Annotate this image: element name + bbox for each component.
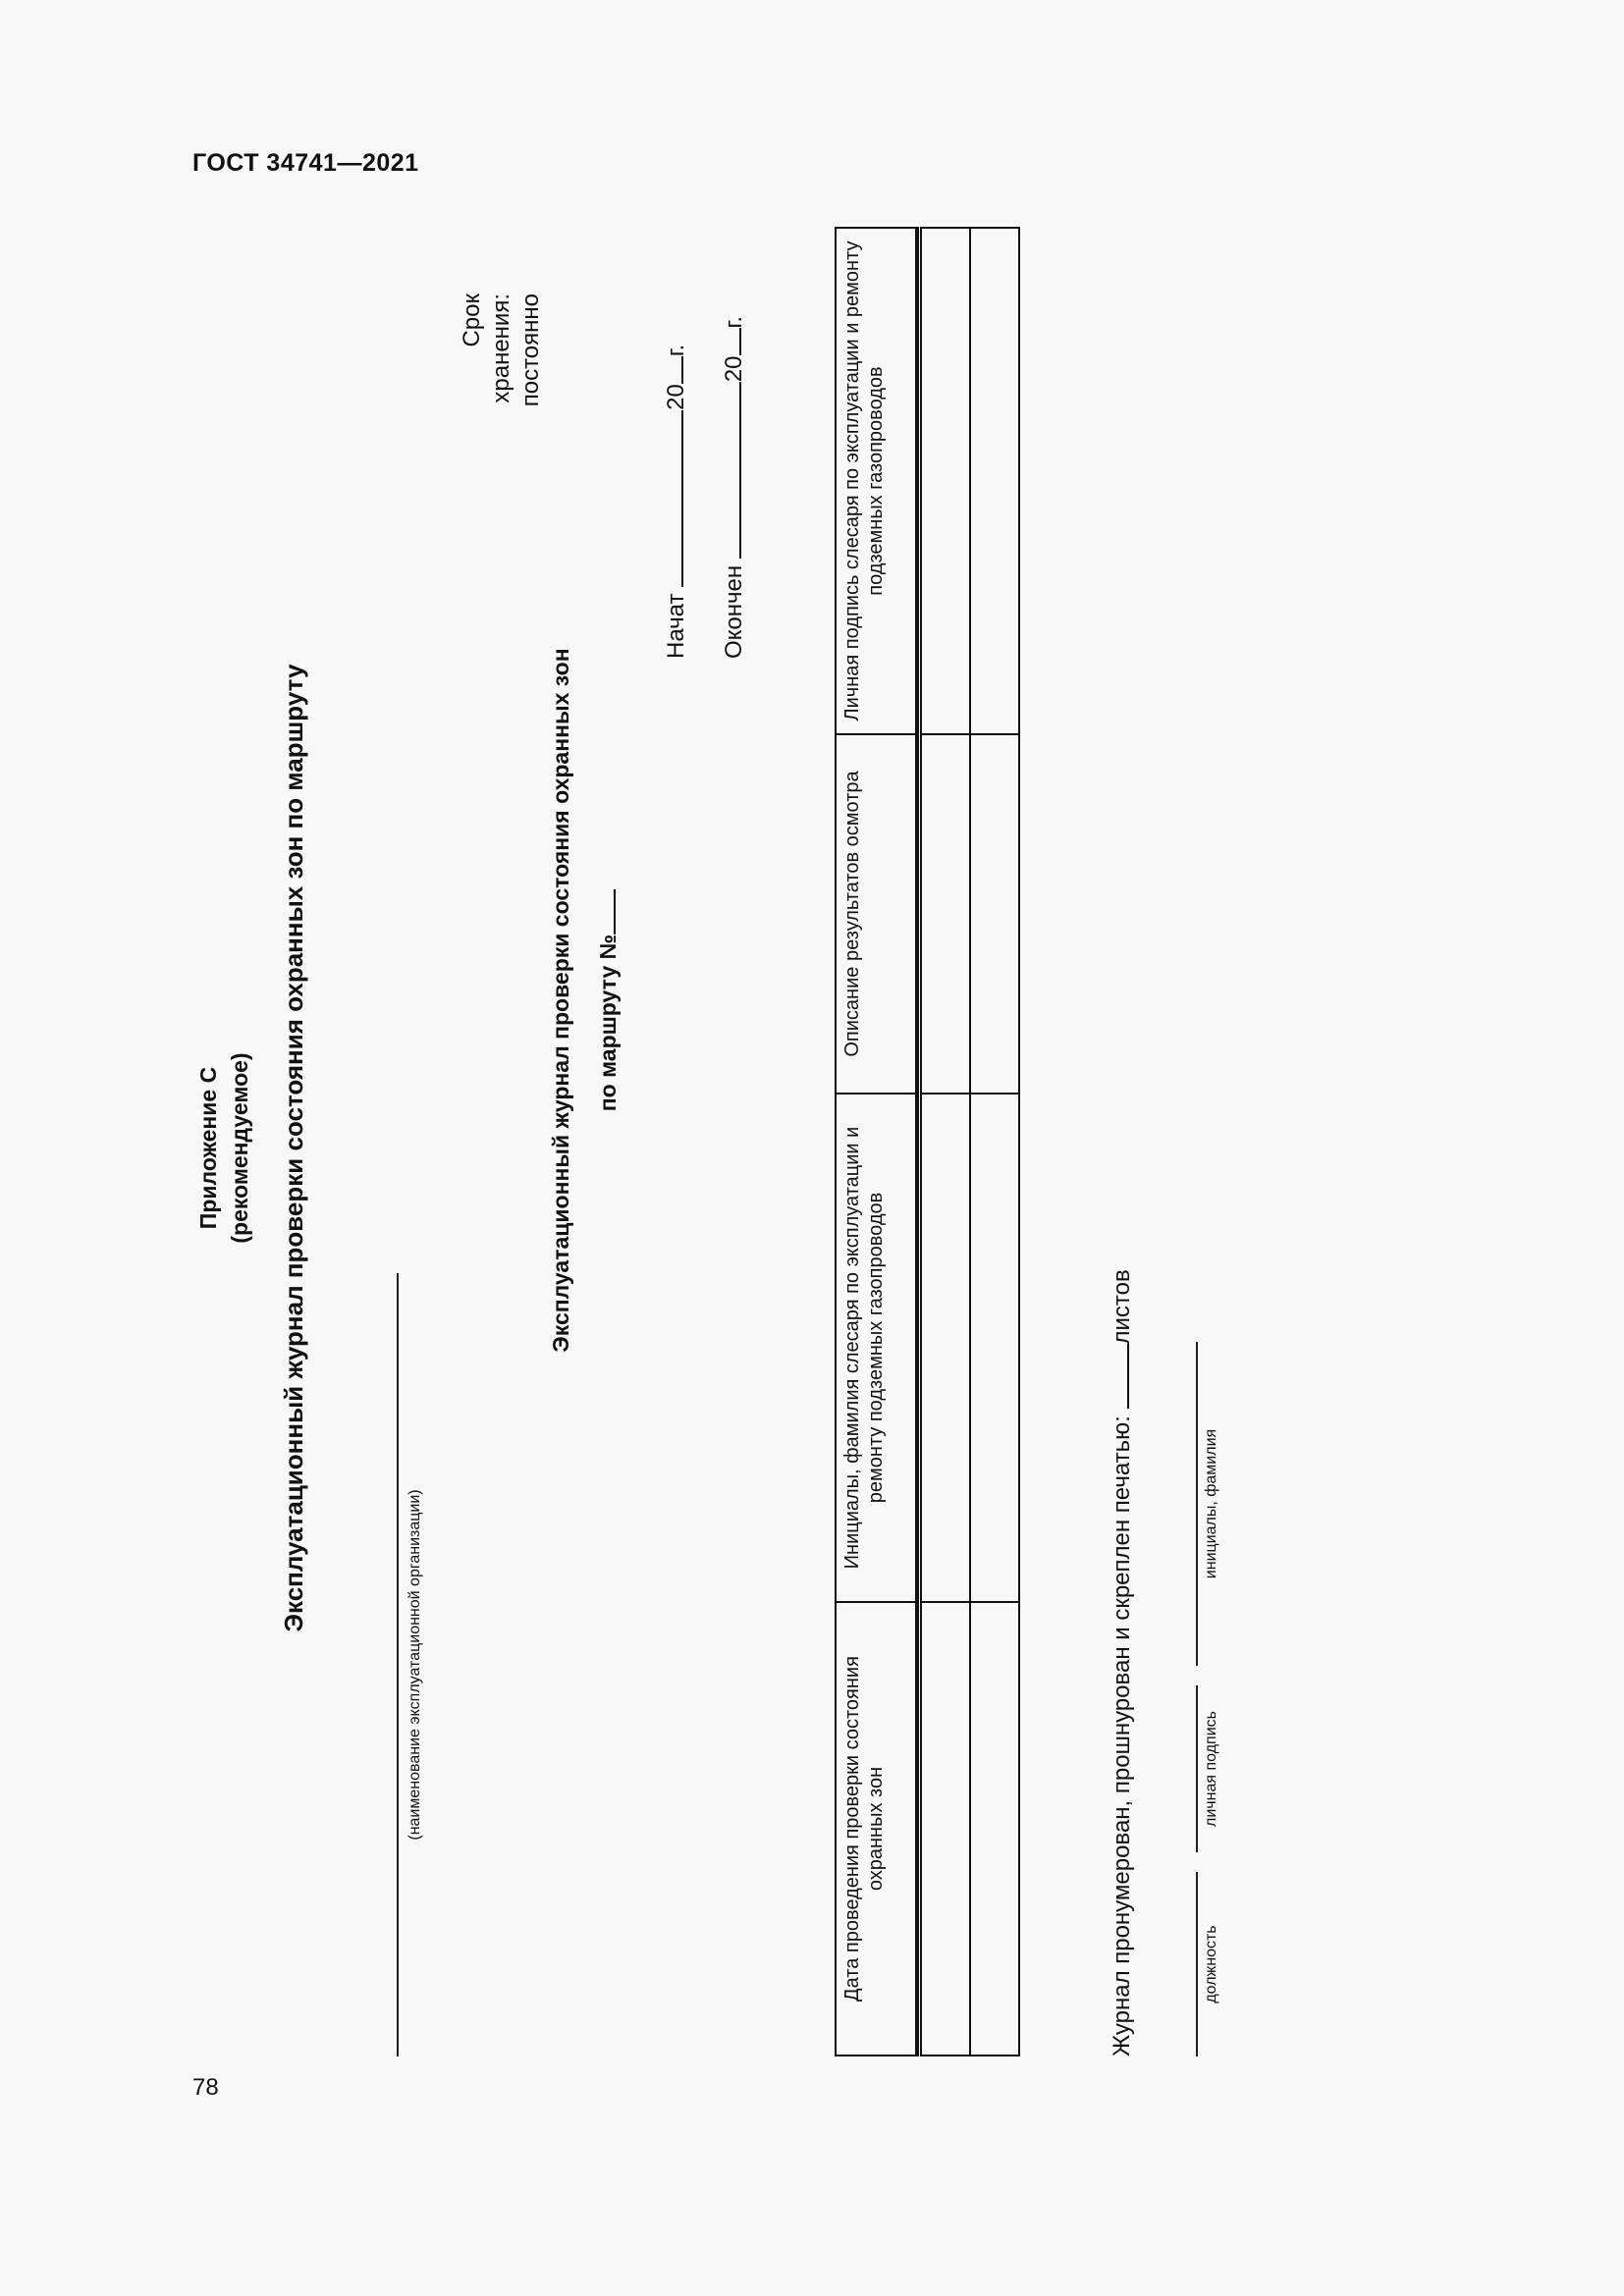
started-suffix: г. (663, 344, 689, 357)
started-year-prefix: 20 (663, 384, 689, 410)
initials-line[interactable] (1196, 1342, 1198, 1666)
table-cell[interactable] (970, 1094, 1019, 1602)
binding-text: Журнал пронумерован, прошнурован и скреплен печатью: (1109, 1415, 1135, 2056)
table-cell[interactable] (970, 1602, 1019, 2056)
finished-year-prefix: 20 (721, 355, 747, 383)
table-cell[interactable] (970, 228, 1019, 734)
sheets-label: листов (1109, 1269, 1135, 1345)
table-cell[interactable] (970, 734, 1019, 1094)
table-cell[interactable] (920, 734, 971, 1094)
table-row (970, 228, 1019, 2056)
table-header-row (836, 228, 916, 2056)
standard-header: ГОСТ 34741—2021 (192, 149, 419, 177)
appendix-subtitle: (рекомендуемое) (227, 1052, 252, 1244)
route-number (592, 509, 622, 1491)
finished-date-blank[interactable] (718, 382, 741, 559)
route-label: по маршруту № (595, 934, 621, 1112)
finished-label: Окончен (721, 564, 747, 659)
position-caption: должность (1203, 1925, 1219, 2003)
route-number-blank[interactable] (592, 889, 616, 934)
started-date-blank[interactable] (660, 410, 683, 587)
table-cell[interactable] (920, 1094, 971, 1602)
started-date (660, 345, 690, 659)
organization-name-line[interactable] (397, 1273, 399, 2056)
storage-period (458, 294, 546, 460)
organization-caption: (наименование эксплуатационной организации) (406, 1489, 423, 1841)
storage-label: Срок хранения: (459, 294, 514, 403)
table-row (920, 228, 971, 2056)
table-cell[interactable] (920, 1602, 971, 2056)
column-header-signature: Личная подпись слесаря по эксплуатации и ремонту подземных газопроводов (836, 228, 916, 734)
initials-caption: инициалы, фамилия (1203, 1428, 1219, 1579)
page-number: 78 (192, 2074, 219, 2101)
started-label: Начат (663, 593, 689, 659)
column-header-description: Описание результатов осмотра (836, 734, 916, 1094)
column-header-date: Дата проведения проверки состояния охранных зон (836, 1602, 916, 2056)
table-cell[interactable] (920, 228, 971, 734)
appendix-heading (192, 0, 255, 2296)
column-header-inspector: Инициалы, фамилия слесаря по эксплуатации и ремонту подземных газопроводов (836, 1094, 916, 1602)
storage-value: постоянно (517, 294, 544, 407)
signature-line[interactable] (1196, 1685, 1198, 1852)
main-title: Эксплуатационный журнал проверки состояния охранных зон по маршруту (279, 664, 308, 1632)
binding-statement (1106, 1269, 1136, 2056)
position-line[interactable] (1196, 1872, 1198, 2056)
finished-date (718, 316, 748, 659)
finished-suffix: г. (721, 315, 747, 329)
inspection-log-table (835, 227, 1020, 2056)
started-year-blank[interactable] (660, 356, 683, 384)
sheets-count-blank[interactable] (1106, 1345, 1129, 1410)
signature-caption: личная подпись (1203, 1711, 1219, 1827)
journal-title: Эксплуатационный журнал проверки состояния охранных зон (548, 648, 573, 1353)
appendix-title: Приложение С (195, 1066, 221, 1230)
finished-year-blank[interactable] (718, 328, 741, 355)
